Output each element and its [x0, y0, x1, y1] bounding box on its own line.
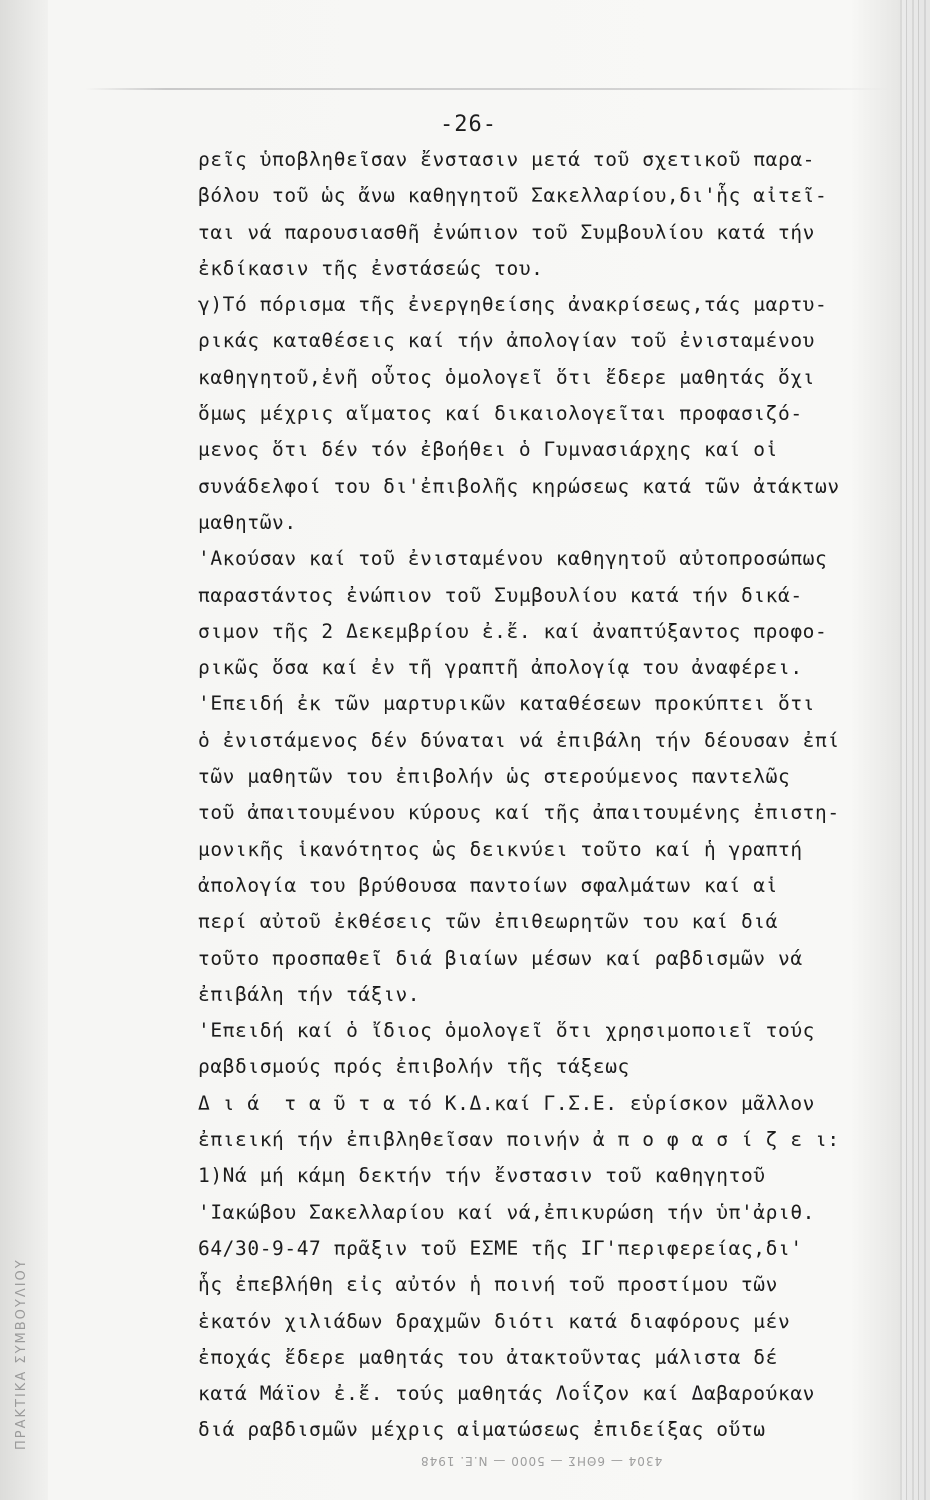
text-line: τοῦ ἀπαιτουμένου κύρους καί τῆς ἀπαιτουμένης ἐπιστη- — [198, 801, 840, 825]
printer-footer: 4304 — 6ΘΗΣ — 5000 — Ν.Ε. 1948 — [420, 1454, 663, 1468]
text-line: Δ ι ά τ α ῦ τ α τό Κ.Δ.καί Γ.Σ.Ε. εὑρίσκον μᾶλλον — [198, 1091, 815, 1115]
text-line: ἐπιεική τήν ἐπιβληθεῖσαν ποινήν ἀ π ο φ α σ ί ζ ε ι: — [198, 1128, 840, 1152]
text-line: βόλου τοῦ ὡς ἄνω καθηγητοῦ Σακελλαρίου,δι'ἧς αἰτεῖ- — [198, 184, 828, 208]
text-line: ρεῖς ὑποβληθεῖσαν ἔνστασιν μετά τοῦ σχετικοῦ παρα- — [198, 148, 815, 171]
text-line: ἧς ἐπεβλήθη εἰς αὐτόν ἡ ποινή τοῦ προστίμου τῶν — [198, 1273, 778, 1297]
text-line: 1)Νά μή κάμη δεκτήν τήν ἔνστασιν τοῦ καθηγητοῦ — [198, 1164, 766, 1188]
text-line: μενος ὅτι δέν τόν ἐβοήθει ὁ Γυμνασιάρχης καί οἱ — [198, 438, 778, 462]
text-line: μαθητῶν. — [198, 510, 297, 534]
text-line: κατά Μάϊον ἐ.ἔ. τούς μαθητάς Λοΐζον καί Δαβαρούκαν — [198, 1382, 815, 1406]
text-line: συνάδελφοί του δι'ἐπιβολῆς κηρώσεως κατά τῶν ἀτάκτων — [198, 474, 840, 498]
text-line: ρικάς καταθέσεις καί τήν ἀπολογίαν τοῦ ἐνισταμένου — [198, 329, 815, 353]
text-line: ἐπιβάλη τήν τάξιν. — [198, 982, 421, 1006]
text-line: 'Επειδή ἐκ τῶν μαρτυρικῶν καταθέσεων προκύπτει ὅτι — [198, 692, 815, 716]
text-line: ἐποχάς ἔδερε μαθητάς του ἀτακτοῦντας μάλιστα δέ — [198, 1345, 778, 1369]
text-line: σιμον τῆς 2 Δεκεμβρίου ἐ.ἔ. καί ἀναπτύξαντος προφο- — [198, 619, 828, 643]
text-line: ραβδισμούς πρός ἐπιβολήν τῆς τάξεως — [198, 1055, 630, 1079]
text-line: ρικῶς ὅσα καί ἐν τῆ γραπτῆ ἀπολογίᾳ του ἀναφέρει. — [198, 656, 803, 680]
text-line: ἑκατόν χιλιάδων δραχμῶν διότι κατά διαφόρους μέν — [198, 1309, 791, 1333]
text-line: 64/30-9-47 πρᾶξιν τοῦ ΕΣΜΕ τῆς ΙΓ'περιφερείας,δι' — [198, 1236, 803, 1260]
typed-body-text — [198, 142, 888, 1449]
text-line: ἐκδίκασιν τῆς ἐνστάσεώς του. — [198, 256, 544, 280]
text-line: διά ραβδισμῶν μέχρις αἱματώσεως ἐπιδείξας οὕτω — [198, 1418, 766, 1442]
text-line: καθηγητοῦ,ἐνῆ οὗτος ὁμολογεῖ ὅτι ἔδερε μαθητάς ὄχι — [198, 365, 815, 389]
text-line: 'Ιακώβου Σακελλαρίου καί νά,ἐπικυρώση τήν ὑπ'ἀριθ. — [198, 1200, 815, 1224]
text-line: τοῦτο προσπαθεῖ διά βιαίων μέσων καί ραβδισμῶν νά — [198, 946, 803, 970]
margin-stamp: ΠΡΑΚΤΙΚΑ ΣΥΜΒΟΥΛΙΟΥ — [14, 1258, 29, 1450]
text-line: 'Ακούσαν καί τοῦ ἐνισταμένου καθηγητοῦ αὐτοπροσώπως — [198, 547, 828, 571]
text-line: ται νά παρουσιασθῆ ἐνώπιον τοῦ Συμβουλίου κατά τήν — [198, 220, 815, 244]
text-line: ἀπολογία του βρύθουσα παντοίων σφαλμάτων καί αἱ — [198, 873, 778, 897]
text-line: γ)Τό πόρισμα τῆς ἐνεργηθείσης ἀνακρίσεως,τάς μαρτυ- — [198, 293, 828, 317]
page-edge-stack — [900, 0, 930, 1500]
text-line: 'Επειδή καί ὁ ἴδιος ὁμολογεῖ ὅτι χρησιμοποιεῖ τούς — [198, 1019, 815, 1043]
text-line: περί αὐτοῦ ἐκθέσεις τῶν ἐπιθεωρητῶν του καί διά — [198, 910, 778, 934]
text-line: ὅμως μέχρις αἵματος καί δικαιολογεῖται προφασιζό- — [198, 402, 803, 426]
text-line: ὁ ἐνιστάμενος δέν δύναται νά ἐπιβάλη τήν δέουσαν ἐπί — [198, 728, 840, 752]
text-line: τῶν μαθητῶν του ἐπιβολήν ὡς στερούμενος παντελῶς — [198, 765, 791, 789]
text-line: μονικῆς ἱκανότητος ὡς δεικνύει τοῦτο καί ἡ γραπτή — [198, 837, 803, 861]
faint-top-rule — [85, 88, 890, 90]
page-number: -26- — [440, 112, 497, 137]
text-line: παραστάντος ἐνώπιον τοῦ Συμβουλίου κατά τήν δικά- — [198, 583, 803, 607]
